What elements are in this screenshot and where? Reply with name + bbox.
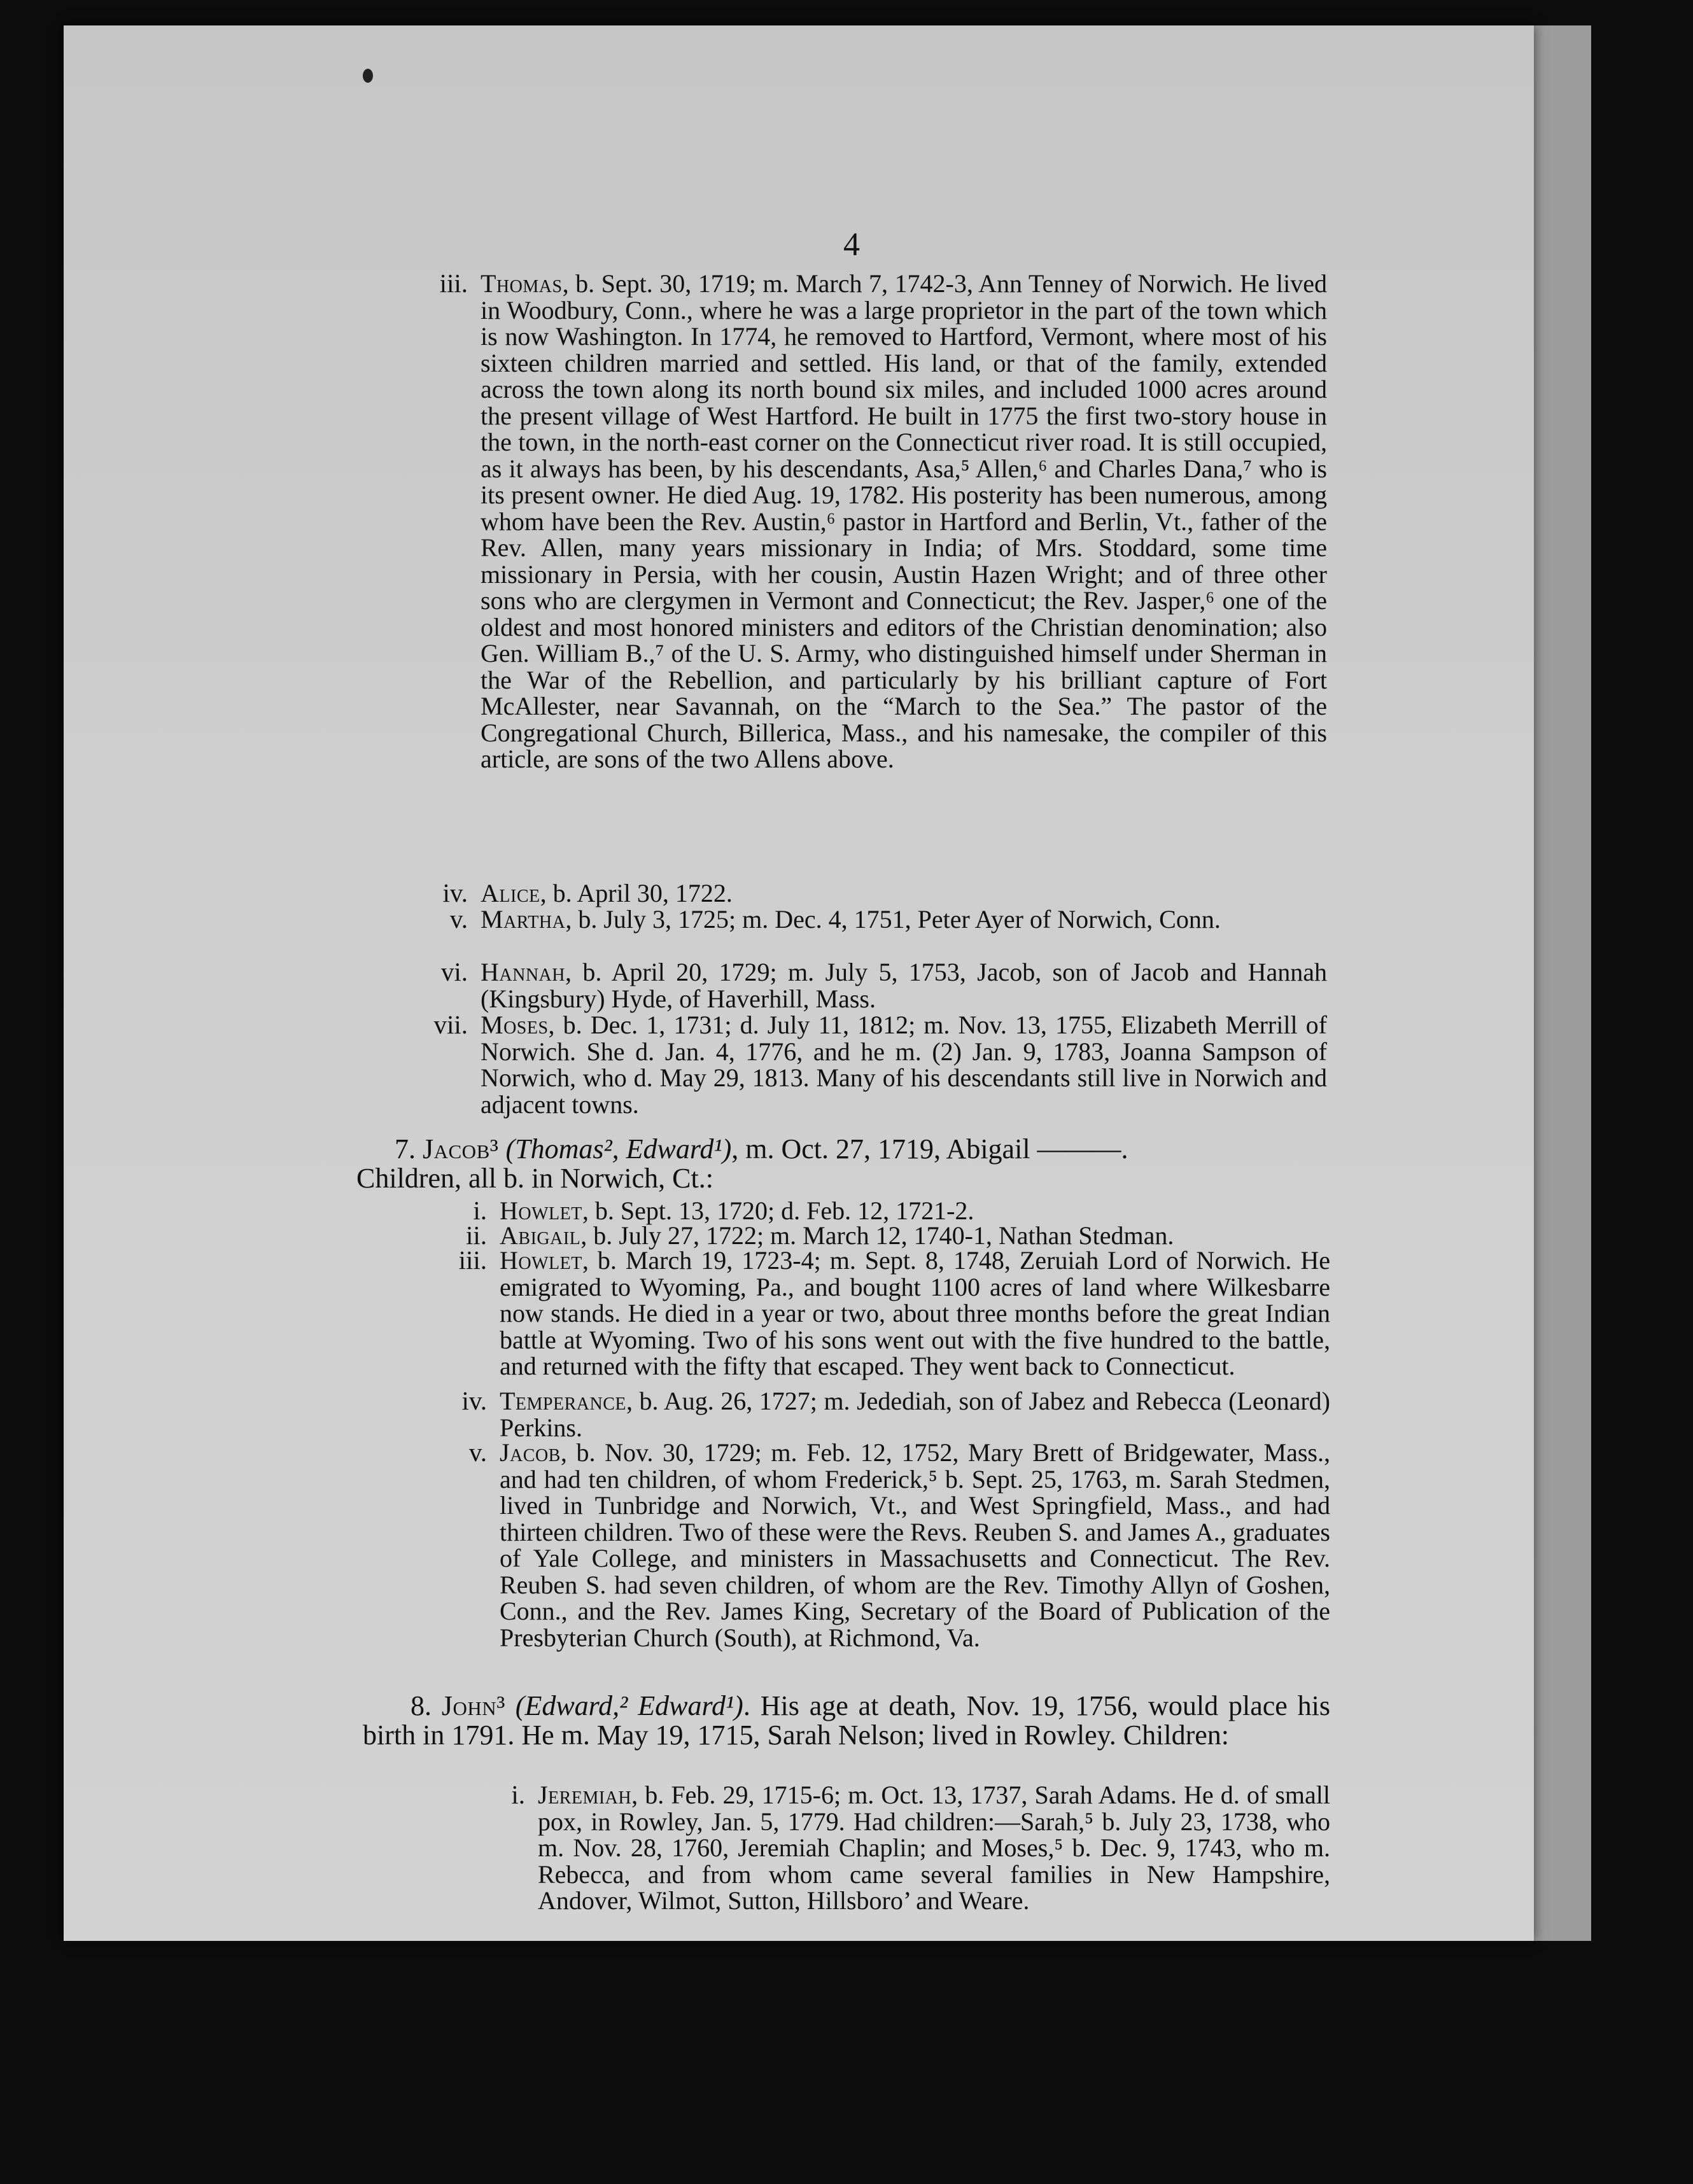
- entry-text: Jeremiah, b. Feb. 29, 1715-6; m. Oct. 13, 1737, Sarah Adams. He d. of small pox, in Rowley, Jan. 5, 1779. Had children:—Sarah,⁵ b. July 23, 1738, who m. Nov. 28, 1760, Jeremiah Chaplin; and Moses,⁵ b. Dec. 9, 1743, who m. Rebecca, and from whom came several families in New Hampshire, Andover, Wilmot, Sutton, Hillsboro’ and Weare.: [538, 1781, 1330, 1915]
- entry-hannah: [440, 957, 1327, 1013]
- page-number: 4: [843, 227, 860, 263]
- entry-text: Howlet, b. Sept. 13, 1720; d. Feb. 12, 1721-2.: [500, 1196, 974, 1225]
- entry-text: Abigail, b. July 27, 1722; m. March 12, 1740-1, Nathan Stedman.: [500, 1221, 1174, 1250]
- entry-jacob: [468, 1438, 1330, 1652]
- entry-howlet-1: [473, 1196, 1330, 1225]
- family-8-heading: 8. John³ (Edward,² Edward¹). His age at death, Nov. 19, 1756, would place his birth in 1791. He m. May 19, 1715, Sarah Nelson; lived in Rowley. Children:: [363, 1690, 1331, 1751]
- entry-numeral: v.: [468, 1438, 487, 1467]
- entry-numeral: vi.: [440, 957, 468, 986]
- entry-text: Martha, b. July 3, 1725; m. Dec. 4, 1751, Peter Ayer of Norwich, Conn.: [481, 905, 1221, 934]
- entry-text: Hannah, b. April 20, 1729; m. July 5, 1753, Jacob, son of Jacob and Hannah (Kingsbury) Hyde, of Haverhill, Mass.: [481, 958, 1327, 1013]
- entry-alice: [442, 878, 1327, 907]
- entry-jeremiah: [511, 1780, 1330, 1915]
- entry-numeral: iv.: [461, 1386, 487, 1415]
- entry-numeral: iii.: [439, 269, 468, 298]
- entry-numeral: i.: [473, 1196, 487, 1225]
- entry-text: Howlet, b. March 19, 1723-4; m. Sept. 8, 1748, Zeruiah Lord of Norwich. He emigrated to Wyoming, Pa., and bought 1100 acres of land where Wilkesbarre now stands. He died in a year or two, about three months before the great Indian battle at Wyoming. Two of his sons went out with the five hundred to the battle, and returned with the fifty that escaped. They went back to Connecticut.: [500, 1246, 1330, 1380]
- punch-hole: [363, 69, 373, 83]
- entry-numeral: v.: [449, 904, 468, 934]
- entry-thomas: [439, 269, 1327, 773]
- entry-howlet-2: [458, 1245, 1330, 1380]
- entry-numeral: iv.: [442, 878, 468, 907]
- entry-text: Jacob, b. Nov. 30, 1729; m. Feb. 12, 1752, Mary Brett of Bridgewater, Mass., and had ten children, of whom Frederick,⁵ b. Sept. 25, 1763, m. Sarah Stedmen, lived in Tunbridge and Norwich, Vt., and West Springfield, Mass., and had thirteen children. Two of these were the Revs. Reuben S. and James A., graduates of Yale College, and ministers in Massachusetts and Connecticut. The Rev. Reuben S. had seven children, of whom are the Rev. Timothy Allyn of Goshen, Conn., and the Rev. James King, Secretary of the Board of Publication of the Presbyterian Church (South), at Richmond, Va.: [500, 1438, 1330, 1652]
- entry-moses: [433, 1010, 1327, 1119]
- entry-abigail: [465, 1221, 1330, 1250]
- entry-text: Alice, b. April 30, 1722.: [481, 879, 733, 907]
- family-7-heading: 7. Jacob³ (Thomas², Edward¹), m. Oct. 27, 1719, Abigail ———. Children, all b. in Norwich, Ct.:: [356, 1133, 1128, 1194]
- entry-numeral: iii.: [458, 1245, 487, 1275]
- entry-numeral: ii.: [465, 1221, 487, 1250]
- entry-numeral: i.: [511, 1780, 525, 1809]
- entry-temperance: [461, 1386, 1330, 1442]
- entry-numeral: vii.: [433, 1010, 468, 1039]
- entry-martha: [449, 904, 1327, 934]
- paper-sheet: [64, 25, 1534, 1941]
- entry-text: Temperance, b. Aug. 26, 1727; m. Jedediah, son of Jabez and Rebecca (Leonard) Perkins.: [500, 1387, 1330, 1442]
- entry-text: Thomas, b. Sept. 30, 1719; m. March 7, 1742-3, Ann Tenney of Norwich. He lived in Woodbury, Conn., where he was a large proprietor in the part of the town which is now Washington. In 1774, he removed to Hartford, Vermont, where most of his sixteen children married and settled. His land, or that of the family, extended across the town along its north bound six miles, and included 1000 acres around the present village of West Hartford. He built in 1775 the first two-story house in the town, in the north-east corner on the Connecticut river road. It is still occupied, as it always has been, by his descendants, Asa,⁵ Allen,⁶ and Charles Dana,⁷ who is its present owner. He died Aug. 19, 1782. His posterity has been numerous, among whom have been the Rev. Austin,⁶ pastor in Hartford and Berlin, Vt., father of the Rev. Allen, many years missionary in India; of Mrs. Stoddard, some time missionary in Persia, with her cousin, Austin Hazen Wright; and of three other sons who are clergymen in Vermont and Connecticut; the Rev. Jasper,⁶ one of the oldest and most honored ministers and editors of the Christian denomination; also Gen. William B.,⁷ of the U. S. Army, who distinguished himself under Sherman in the War of the Rebellion, and particularly by his brilliant capture of Fort McAllester, near Savannah, on the “March to the Sea.” The pastor of the Congregational Church, Billerica, Mass., and his namesake, the compiler of this article, are sons of the two Allens above.: [481, 269, 1327, 773]
- entry-text: Moses, b. Dec. 1, 1731; d. July 11, 1812; m. Nov. 13, 1755, Elizabeth Merrill of Norwich. She d. Jan. 4, 1776, and he m. (2) Jan. 9, 1783, Joanna Sampson of Norwich, who d. May 29, 1813. Many of his descendants still live in Norwich and adjacent towns.: [481, 1011, 1327, 1119]
